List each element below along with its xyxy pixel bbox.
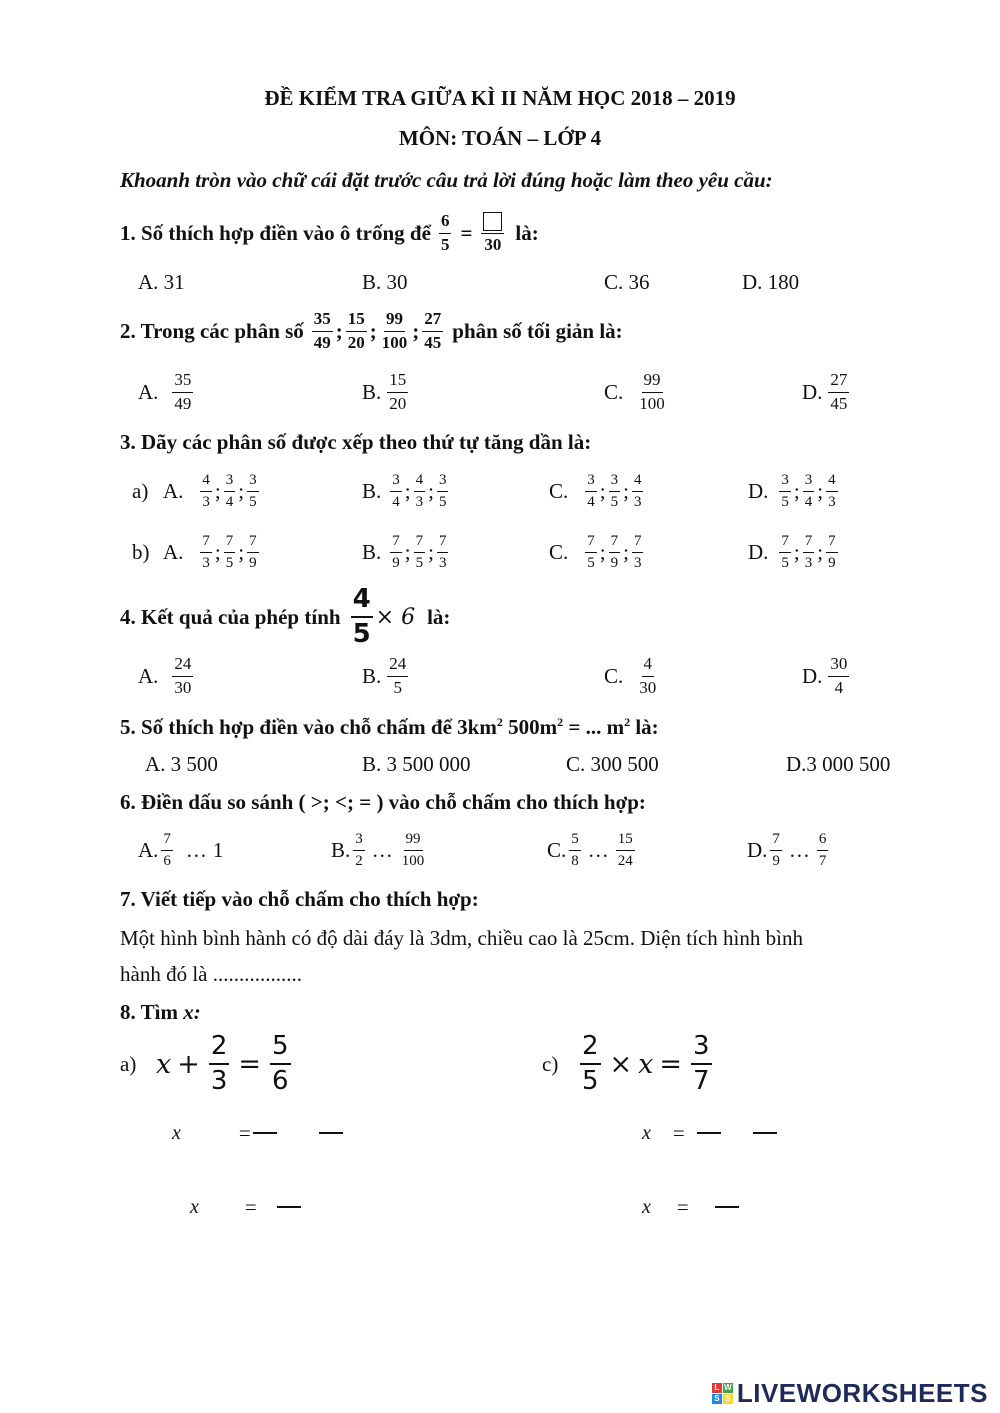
- q8a-work-line1[interactable]: x =: [172, 1120, 343, 1146]
- answer-blank[interactable]: [753, 1132, 777, 1134]
- blank-box[interactable]: [483, 212, 502, 231]
- q4-option-c[interactable]: C. $\frac{4}{30}$: [604, 653, 657, 697]
- answer-blank[interactable]: [277, 1206, 301, 1208]
- q3b-option-b[interactable]: B. $\frac{7}{9}$ ; $\frac{7}{5}$ ; $\frac{7}{3}$: [362, 533, 447, 571]
- question-6: 6. Điền dấu so sánh ( >; <; = ) vào chỗ chấm cho thích hợp:: [120, 790, 646, 814]
- exam-title: ĐỀ KIỂM TRA GIỮA KÌ II NĂM HỌC 2018 – 2019: [264, 86, 736, 110]
- q7-body-line2[interactable]: hành đó là .................: [120, 962, 302, 986]
- q3b-option-d[interactable]: D. $\frac{7}{5}$ ; $\frac{7}{3}$ ; $\frac{7}{9}$: [748, 533, 836, 571]
- q8a-equation: x + $\frac{2}{3}$ = $\frac{5}{6}$: [156, 1031, 289, 1096]
- q1-option-d[interactable]: D. 180: [742, 270, 800, 294]
- answer-blank[interactable]: [319, 1132, 343, 1134]
- q3b-label: b): [132, 539, 150, 564]
- q2-option-c[interactable]: C. $\frac{99}{100}$: [604, 369, 665, 413]
- q3a-option-d[interactable]: D. $\frac{3}{5}$ ; $\frac{3}{4}$ ; $\frac{4}{3}$: [748, 472, 836, 510]
- q2-option-a[interactable]: A. $\frac{35}{49}$: [138, 369, 192, 413]
- question-4: 4. Kết quả của phép tính $\frac{4}{5}$ × 6 là:: [120, 584, 451, 649]
- answer-blank[interactable]: [253, 1132, 277, 1134]
- q8a-label: a): [120, 1051, 137, 1076]
- q8c-equation: $\frac{2}{5}$ × x = $\frac{3}{7}$: [582, 1031, 710, 1096]
- q6-item-c[interactable]: C. $\frac{5}{8}$ … $\frac{15}{24}$: [547, 831, 633, 869]
- question-8: 8. Tìm x:: [120, 1000, 201, 1024]
- q5-option-b[interactable]: B. 3 500 000: [362, 752, 471, 776]
- q1-fraction-lhs: $\frac{6}{5}$: [440, 210, 450, 254]
- question-1: 1. Số thích hợp điền vào ô trống để $\frac{6}{5}$ = 30 là:: [120, 210, 539, 254]
- q8c-work-line2[interactable]: x =: [642, 1194, 739, 1220]
- liveworksheets-logo-text: LIVEWORKSHEETS: [736, 1377, 988, 1408]
- q8c-label: c): [542, 1051, 559, 1076]
- q6-item-d[interactable]: D. $\frac{7}{9}$ … $\frac{6}{7}$: [747, 831, 827, 869]
- q6-item-b[interactable]: B. $\frac{3}{2}$ … $\frac{99}{100}$: [331, 831, 425, 869]
- q8a-work-line2[interactable]: x =: [190, 1194, 301, 1220]
- q4-option-d[interactable]: D. $\frac{30}{4}$: [802, 653, 848, 697]
- q1-fraction-blank: 30: [481, 212, 504, 255]
- q6-item-a[interactable]: A. $\frac{7}{6}$ … 1: [138, 831, 224, 869]
- q3a-option-b[interactable]: B. $\frac{3}{4}$ ; $\frac{4}{3}$ ; $\frac{3}{5}$: [362, 472, 447, 510]
- question-3: 3. Dãy các phân số được xếp theo thứ tự tăng dần là:: [120, 430, 592, 454]
- q1-option-a[interactable]: A. 31: [138, 270, 185, 294]
- q4-option-b[interactable]: B. $\frac{24}{5}$: [362, 653, 407, 697]
- liveworksheets-logo-icon: L W S S: [712, 1383, 733, 1404]
- subject-title: MÔN: TOÁN – LỚP 4: [398, 126, 602, 150]
- answer-blank[interactable]: [697, 1132, 721, 1134]
- q7-body-line1: Một hình bình hành có độ dài đáy là 3dm, chiều cao là 25cm. Diện tích hình bình: [120, 926, 803, 950]
- q4-option-a[interactable]: A. $\frac{24}{30}$: [138, 653, 192, 697]
- question-7: 7. Viết tiếp vào chỗ chấm cho thích hợp:: [120, 887, 479, 911]
- q8c-work-line1[interactable]: x =: [642, 1120, 777, 1146]
- q2-option-d[interactable]: D. $\frac{27}{45}$: [802, 369, 848, 413]
- q3b-option-a[interactable]: A. $\frac{7}{3}$ ; $\frac{7}{5}$ ; $\frac{7}{9}$: [163, 533, 257, 571]
- q5-option-c[interactable]: C. 300 500: [566, 752, 659, 776]
- instruction: Khoanh tròn vào chữ cái đặt trước câu trả lời đúng hoặc làm theo yêu cầu:: [120, 168, 773, 192]
- q1-option-b[interactable]: B. 30: [362, 270, 408, 294]
- answer-blank[interactable]: [715, 1206, 739, 1208]
- liveworksheets-logo[interactable]: [712, 1378, 988, 1408]
- q3a-option-c[interactable]: C. $\frac{3}{4}$ ; $\frac{3}{5}$ ; $\frac{4}{3}$: [549, 472, 642, 510]
- q3a-option-a[interactable]: A. $\frac{4}{3}$ ; $\frac{3}{4}$ ; $\frac{3}{5}$: [163, 472, 257, 510]
- q2-option-b[interactable]: B. $\frac{15}{20}$: [362, 369, 407, 413]
- q1-option-c[interactable]: C. 36: [604, 270, 650, 294]
- question-5: 5. Số thích hợp điền vào chỗ chấm để $3km^2$ $500m^2$ = ... $m^2$ là:: [120, 715, 659, 739]
- q3a-label: a): [132, 478, 149, 503]
- question-2: 2. Trong các phân số $\frac{35}{49}$ ; $\frac{15}{20}$ ; $\frac{99}{100}$ ; $\frac{27}{45}$ phân số tối giản là:: [120, 308, 623, 352]
- q5-option-d[interactable]: D.3 000 500: [786, 752, 891, 776]
- q4-fraction: $\frac{4}{5}$: [352, 584, 371, 649]
- q5-option-a[interactable]: A. 3 500: [145, 752, 218, 776]
- q3b-option-c[interactable]: C. $\frac{7}{5}$ ; $\frac{7}{9}$ ; $\frac{7}{3}$: [549, 533, 642, 571]
